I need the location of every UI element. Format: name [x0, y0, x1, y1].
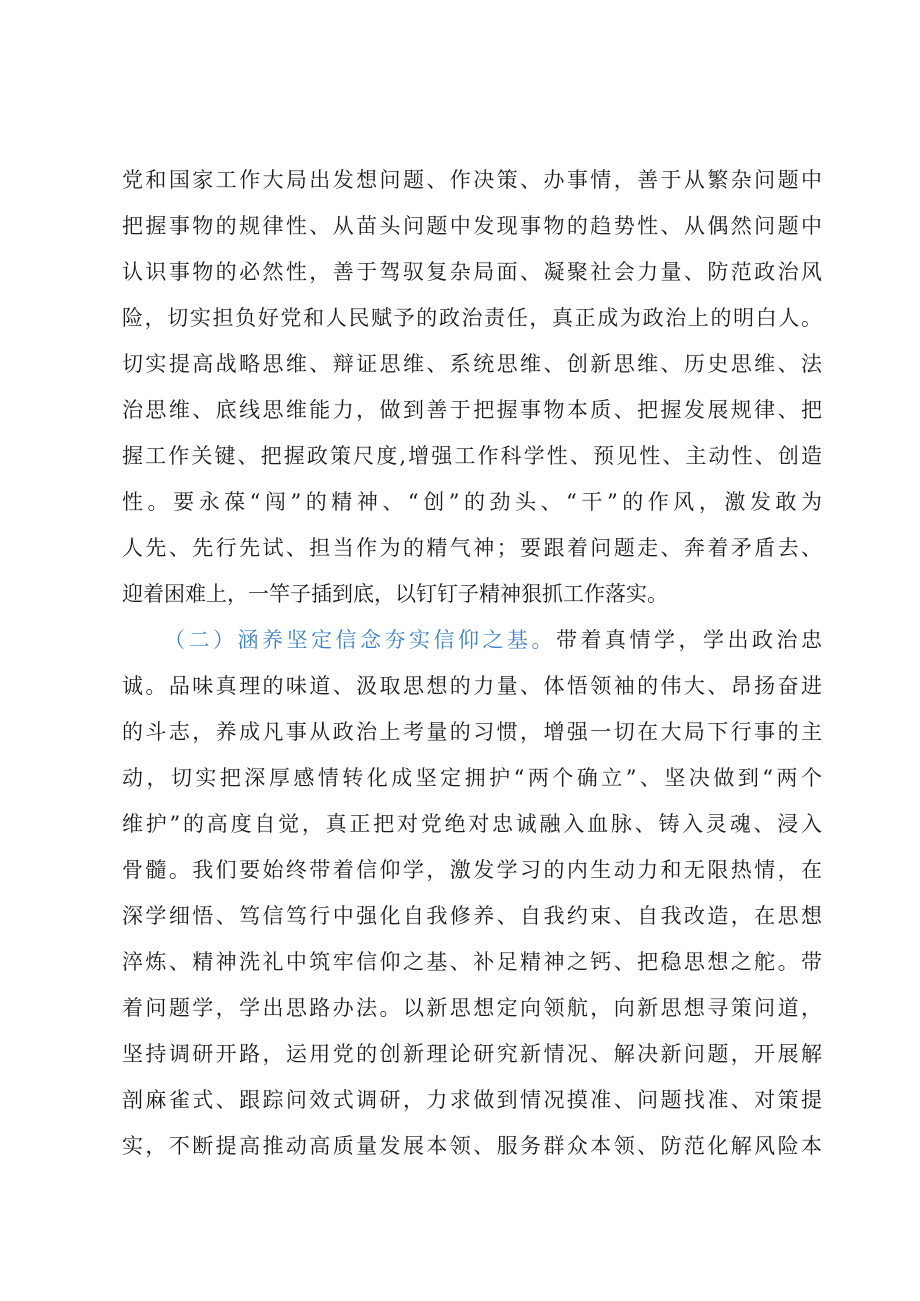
paragraph-1-line-6: 治思维、底线思维能力，做到善于把握事物本质、把握发展规律、把: [122, 398, 822, 422]
section-heading: （二）涵养坚定信念夯实信仰之基。: [164, 628, 556, 652]
paragraph-1-line-3: 认识事物的必然性，善于驾驭复杂局面、凝聚社会力量、防范政治风: [122, 260, 822, 284]
paragraph-1-line-7: 握工作关键、把握政策尺度,增强工作科学性、预见性、主动性、创造: [122, 444, 822, 468]
paragraph-2-first-line-text: 带着真情学，学出政治忠: [556, 628, 822, 652]
paragraph-2-line-4: 动，切实把深厚感情转化成坚定拥护“两个确立”、坚决做到“两个: [122, 766, 822, 790]
paragraph-2-line-11: 剖麻雀式、跟踪问效式调研，力求做到情况摸准、问题找准、对策提: [122, 1088, 822, 1112]
paragraph-2-line-10: 坚持调研开路，运用党的创新理论研究新情况、解决新问题，开展解: [122, 1042, 822, 1066]
paragraph-1-line-9: 人先、先行先试、担当作为的精气神；要跟着问题走、奔着矛盾去、: [122, 536, 822, 560]
paragraph-1-line-4: 险，切实担负好党和人民赋予的政治责任，真正成为政治上的明白人。: [122, 306, 822, 330]
paragraph-2-line-8: 淬炼、精神洗礼中筑牢信仰之基、补足精神之钙、把稳思想之舵。带: [122, 950, 822, 974]
paragraph-1-line-10: 迎着困难上，一竿子插到底，以钉钉子精神狠抓工作落实。: [122, 582, 668, 606]
paragraph-2-line-12: 实，不断提高推动高质量发展本领、服务群众本领、防范化解风险本: [122, 1134, 822, 1158]
paragraph-1-line-1: 党和国家工作大局出发想问题、作决策、办事情，善于从繁杂问题中: [122, 168, 822, 192]
paragraph-2-line-7: 深学细悟、笃信笃行中强化自我修养、自我约束、自我改造，在思想: [122, 904, 822, 928]
paragraph-2-line-6: 骨髓。我们要始终带着信仰学，激发学习的内生动力和无限热情，在: [122, 858, 822, 882]
paragraph-1-line-2: 把握事物的规律性、从苗头问题中发现事物的趋势性、从偶然问题中: [122, 214, 822, 238]
paragraph-1-line-8: 性。要永葆“闯”的精神、“创”的劲头、“干”的作风，激发敢为: [122, 490, 822, 514]
paragraph-2-line-9: 着问题学，学出思路办法。以新思想定向领航，向新思想寻策问道，: [122, 996, 822, 1020]
paragraph-2-line-5: 维护”的高度自觉，真正把对党绝对忠诚融入血脉、铸入灵魂、浸入: [122, 812, 822, 836]
paragraph-1-line-5: 切实提高战略思维、辩证思维、系统思维、创新思维、历史思维、法: [122, 352, 822, 376]
paragraph-2-line-2: 诚。品味真理的味道、汲取思想的力量、体悟领袖的伟大、昂扬奋进: [122, 674, 822, 698]
paragraph-2-first-line: [164, 620, 822, 660]
paragraph-2-line-3: 的斗志，养成凡事从政治上考量的习惯，增强一切在大局下行事的主: [122, 720, 822, 744]
